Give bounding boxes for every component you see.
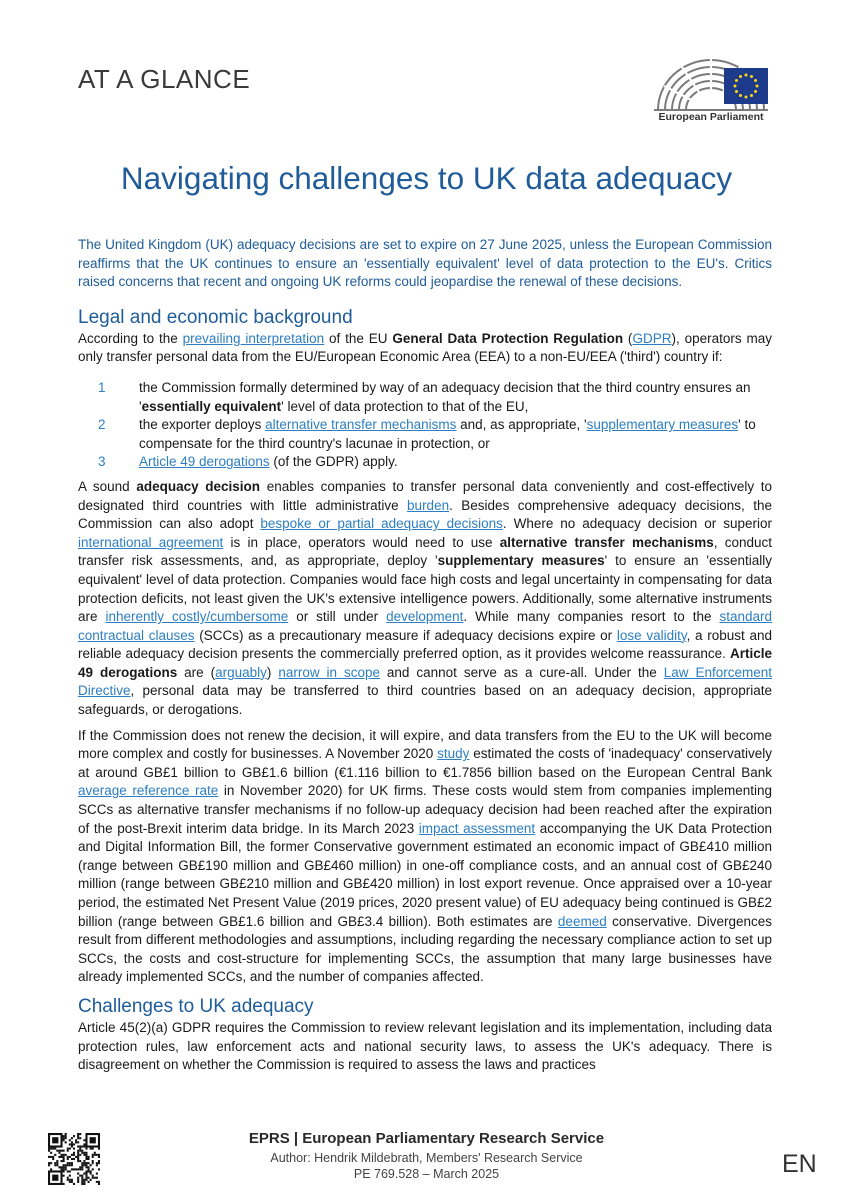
text: If the Commission does not renew the decision, it will expire, and data transfers from the EU to the UK will become more complex and costly for businesses. A November 2020 <box>78 727 772 762</box>
page-title: Navigating challenges to UK data adequacy <box>120 160 733 196</box>
summary-paragraph: The United Kingdom (UK) adequacy decisions are set to expire on 27 June 2025, unless the European Commission reaffirms that the UK continues to ensure an 'essentially equivalent' level of data protection to the EU's. Critics raised concerns that recent and ongoing UK reforms could jeopardise the renewal of these decisions. <box>78 237 772 290</box>
list-item <box>78 416 772 453</box>
bold-text: General Data Protection Regulation <box>392 330 624 346</box>
text: ' level of data protection to that of the EU, <box>281 398 529 414</box>
text: A sound <box>78 478 137 494</box>
footer-author: Author: Hendrik Mildebrath, Members' Research Service <box>270 1151 583 1165</box>
text: . While many companies resort to the <box>463 609 720 625</box>
eu-star-icon <box>745 96 748 99</box>
text: and, as appropriate, ' <box>456 417 587 433</box>
text: ), operators may only transfer personal data from the EU/European Economic Area (EEA) to a non-EU/EEA ('third') country if: <box>78 330 772 365</box>
text: the Commission formally determined by way of an adequacy decision that the third country ensures an ' <box>139 379 751 414</box>
link-alternative-transfer-mechanisms[interactable]: alternative transfer mechanisms <box>265 417 457 433</box>
bold-text: supplementary measures <box>437 553 605 569</box>
link-standard-contractual-clauses[interactable]: standard contractual clauses <box>78 609 772 643</box>
list-number: 2 <box>98 417 106 433</box>
link-inherently-costly[interactable]: inherently costly/cumbersome <box>105 609 289 625</box>
text: and cannot serve as a cure-all. Under the <box>379 664 664 680</box>
text: ( <box>623 330 633 346</box>
link-arguably[interactable]: arguably <box>215 664 267 680</box>
link-impact-assessment[interactable]: impact assessment <box>418 820 536 836</box>
text: ) <box>266 664 279 680</box>
text: According to the <box>78 330 183 346</box>
list-item <box>78 453 772 472</box>
eu-flag-icon <box>724 68 768 104</box>
list-number: 1 <box>98 379 106 395</box>
list-item <box>78 379 772 416</box>
footer-reference: PE 769.528 – March 2025 <box>353 1167 500 1181</box>
link-supplementary-measures[interactable]: supplementary measures <box>586 417 739 433</box>
text: ' to compensate for the third country's lacunae in protection, or <box>139 417 756 451</box>
section-heading-legal-background: Legal and economic background <box>78 306 353 328</box>
bold-text: adequacy decision <box>136 478 261 494</box>
link-development[interactable]: development <box>386 609 464 625</box>
bold-text: essentially equivalent <box>141 398 282 414</box>
text: (SCCs) as a precautionary measure if adequacy decisions expire or <box>194 627 617 643</box>
publication-type-label: AT A GLANCE <box>78 64 251 94</box>
link-narrow-in-scope[interactable]: narrow in scope <box>278 664 380 680</box>
paragraph-costs-inadequacy <box>78 727 772 987</box>
link-bespoke-partial-adequacy[interactable]: bespoke or partial adequacy decisions <box>260 516 503 532</box>
text: . Besides comprehensive adequacy decisions, the Commission can also adopt <box>78 497 772 532</box>
footer <box>0 1130 853 1182</box>
section-heading-challenges: Challenges to UK adequacy <box>78 995 314 1017</box>
eu-star-icon <box>750 94 753 97</box>
link-study[interactable]: study <box>437 746 470 762</box>
text: , a robust and reliable adequacy decision presents the commercially preferred option, as it provides welcome reassurance. <box>78 627 773 662</box>
text: of the EU <box>324 330 393 346</box>
text: in November 2020) for UK firms. These costs would stem from companies implementing SCCs as alternative transfer mechanisms if no follow-up adequacy decision had been reached after the expiration of the post-Brexit interim data bridge. In its March 2023 <box>78 783 772 836</box>
text: , personal data may be transferred to third countries based on an adequacy decision, appropriate safeguards, or derogations. <box>78 683 772 718</box>
link-law-enforcement-directive[interactable]: Law Enforcement Directive <box>78 664 772 699</box>
paragraph-adequacy-decision <box>78 478 772 720</box>
text: or still under <box>288 609 387 625</box>
text: ' to ensure an 'essentially equivalent' level of data protection. Companies would face high costs and legal uncertainty in compensating for data protection deficits, not least given the UK's extensive intelligence powers. Additionally, some alternative instruments are <box>78 553 772 625</box>
eu-star-icon <box>750 75 753 78</box>
eu-star-icon <box>754 79 757 82</box>
eu-star-icon <box>734 85 737 88</box>
eu-star-icon <box>735 79 738 82</box>
bold-text: Article 49 derogations <box>78 646 772 680</box>
link-prevailing-interpretation[interactable]: prevailing interpretation <box>182 330 325 346</box>
eu-star-icon <box>739 94 742 97</box>
link-international-agreement[interactable]: international agreement <box>78 534 224 550</box>
logo-text: European Parliament <box>658 111 764 123</box>
link-deemed[interactable]: deemed <box>557 913 607 929</box>
transfer-conditions-list <box>78 379 772 472</box>
text: , conduct transfer risk assessments, and, as appropriate, deploy ' <box>78 534 772 569</box>
paragraph-article-45: Article 45(2)(a) GDPR requires the Commission to review relevant legislation and its implementation, including data protection rules, law enforcement acts and national security laws, to assess the UK's adequacy. There is disagreement on whether the Commission is required to assess the laws and practices <box>78 1019 772 1073</box>
footer-organization: EPRS | European Parliamentary Research Service <box>248 1130 605 1147</box>
bold-text: alternative transfer mechanisms <box>499 534 714 550</box>
text: conservative. Divergences result from different methodologies and assumptions, including regarding the necessary compliance action to set up SCCs, the costs and cost-structure for implementing SCCs, the assumption that many large businesses have already implemented SCCs, and the number of companies affected. <box>78 913 772 985</box>
text: estimated the costs of 'inadequacy' conservatively at around GB£1 billion to GB£1.6 billion (€1.116 billion to €1.7856 billion based on the European Central Bank <box>78 746 772 780</box>
text: is in place, operators would need to use <box>223 534 500 550</box>
main-content <box>78 236 772 1082</box>
link-gdpr[interactable]: GDPR <box>632 330 672 346</box>
text: are ( <box>177 664 216 680</box>
text: accompanying the UK Data Protection and Digital Information Bill, the former Conservative government estimated an economic impact of GB£410 million (range between GB£190 million and GB£460 million) in one-off compliance costs, and an annual cost of GB£240 million (range between GB£210 million and GB£420 million) in lost export revenue. Once appraised over a 10-year period, the estimated Net Present Value (2019 prices, 2020 present value) of EU adequacy being continued is GB£2 billion (range between GB£1.6 billion and GB£3.4 billion). Both estimates are <box>78 820 773 929</box>
eu-star-icon <box>745 74 748 77</box>
list-number: 3 <box>98 454 106 470</box>
link-article-49-derogations[interactable]: Article 49 derogations <box>139 454 270 470</box>
link-lose-validity[interactable]: lose validity <box>616 627 687 643</box>
eu-star-icon <box>756 85 759 88</box>
eu-star-icon <box>735 90 738 93</box>
language-code: EN <box>782 1150 817 1178</box>
text: the exporter deploys <box>139 417 266 433</box>
link-average-reference-rate[interactable]: average reference rate <box>78 783 219 799</box>
text: . Where no adequacy decision or superior <box>502 516 772 532</box>
text: (of the GDPR) apply. <box>269 454 398 470</box>
text: enables companies to transfer personal data conveniently and cost-effectively to designated third countries with little administrative <box>78 478 773 513</box>
paragraph-gdpr-intro <box>78 330 772 367</box>
eu-star-icon <box>739 75 742 78</box>
eu-star-icon <box>754 90 757 93</box>
link-burden[interactable]: burden <box>407 497 450 513</box>
